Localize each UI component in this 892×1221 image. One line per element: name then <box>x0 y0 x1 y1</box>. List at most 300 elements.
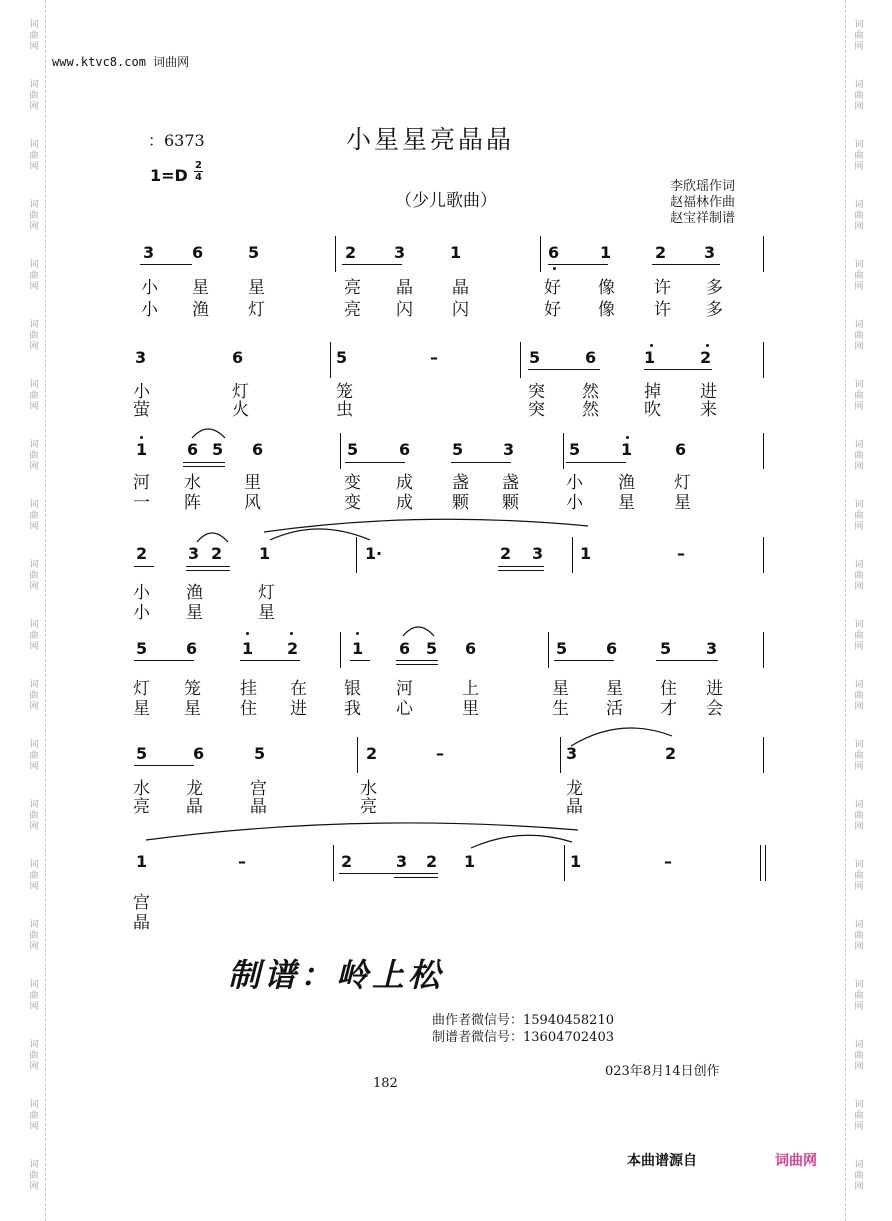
note: 6 <box>585 348 597 367</box>
watermark-char: 词 <box>29 440 39 450</box>
lyric-verse1: 上 <box>462 679 479 699</box>
note: 1 <box>365 544 377 563</box>
tie <box>571 728 672 746</box>
lyric-verse2: 才 <box>660 699 677 719</box>
lyric-verse1: 河 <box>133 473 150 493</box>
note: 6 <box>548 243 560 262</box>
note: 5 <box>136 744 148 763</box>
note: – <box>677 544 685 563</box>
lyric-verse1: 进 <box>700 382 717 402</box>
lyric-verse1: 变 <box>344 473 361 493</box>
watermark-char: 词 <box>854 1160 864 1170</box>
lyric-verse1: 进 <box>706 679 723 699</box>
watermark-char: 网 <box>29 1062 39 1072</box>
arranger-signature: 制谱：岭上松 <box>228 956 445 994</box>
note: 1 <box>136 852 148 871</box>
note: 1 <box>621 440 633 459</box>
watermark-char: 曲 <box>29 631 39 641</box>
lyric-verse2: 颗 <box>502 493 519 513</box>
tie <box>146 823 578 840</box>
note: 5 <box>569 440 581 459</box>
note: 2 <box>211 544 223 563</box>
note: 5 <box>136 639 148 658</box>
watermark-char: 网 <box>29 282 39 292</box>
note: 6 <box>187 440 199 459</box>
note: 3 <box>532 544 544 563</box>
time-top: 2 <box>195 160 202 171</box>
lyric-verse1: 灯 <box>232 382 249 402</box>
watermark-char: 曲 <box>854 271 864 281</box>
watermark-char: 网 <box>854 642 864 652</box>
slur <box>192 429 225 438</box>
watermark-char: 词 <box>29 80 39 90</box>
watermark-char: 词 <box>854 500 864 510</box>
watermark-char: 网 <box>29 582 39 592</box>
watermark-char: 词 <box>854 20 864 30</box>
watermark-char: 网 <box>29 402 39 412</box>
note: 5 <box>660 639 672 658</box>
note: 2 <box>655 243 667 262</box>
lyric-verse1: 盏 <box>502 473 519 493</box>
note: 2 <box>426 852 438 871</box>
lyric-verse2: 晶 <box>186 797 203 817</box>
slur <box>403 627 434 636</box>
note: 3 <box>706 639 718 658</box>
lyric-verse2: 许 <box>654 300 671 320</box>
watermark-char: 曲 <box>854 991 864 1001</box>
arranger: 赵宝祥制谱 <box>670 211 736 226</box>
watermark-char: 网 <box>854 342 864 352</box>
watermark-char: 曲 <box>854 811 864 821</box>
note: 6 <box>193 744 205 763</box>
note: 1 <box>259 544 271 563</box>
watermark-char: 词 <box>29 800 39 810</box>
tie <box>264 519 588 532</box>
lyric-verse1: 许 <box>654 278 671 298</box>
note: 2 <box>366 744 378 763</box>
watermark-char: 词 <box>29 680 39 690</box>
watermark-char: 网 <box>854 1002 864 1012</box>
site-name: 词曲网 <box>153 55 190 69</box>
lyric-verse1: 小 <box>566 473 583 493</box>
note: 5 <box>529 348 541 367</box>
watermark-char: 词 <box>854 920 864 930</box>
note: 3 <box>188 544 200 563</box>
watermark-char: 网 <box>29 642 39 652</box>
watermark-char: 曲 <box>854 1111 864 1121</box>
watermark-char: 词 <box>29 20 39 30</box>
lyric-verse2: 阵 <box>184 493 201 513</box>
watermark-char: 网 <box>29 162 39 172</box>
note: 6 <box>232 348 244 367</box>
lyric-verse2: 突 <box>528 400 545 420</box>
note: 6 <box>186 639 198 658</box>
lyric-verse2: 颗 <box>452 493 469 513</box>
watermark-char: 网 <box>854 1062 864 1072</box>
lyric-verse2: 风 <box>244 493 261 513</box>
watermark-char: 网 <box>29 882 39 892</box>
lyric-verse2: 成 <box>396 493 413 513</box>
watermark-char: 词 <box>854 980 864 990</box>
watermark-char: 词 <box>29 260 39 270</box>
watermark-char: 网 <box>29 42 39 52</box>
lyric-verse2: 像 <box>598 300 615 320</box>
watermark-char: 词 <box>854 620 864 630</box>
watermark-char: 曲 <box>29 391 39 401</box>
note: 3 <box>503 440 515 459</box>
watermark-char: 词 <box>854 80 864 90</box>
lyric-verse1: 小 <box>133 583 150 603</box>
lyric-verse1: 宫 <box>133 893 150 913</box>
lyric-verse1: 灯 <box>258 583 275 603</box>
watermark-char: 词 <box>29 560 39 570</box>
watermark-char: 网 <box>854 942 864 952</box>
note: 6 <box>399 440 411 459</box>
watermark-char: 词 <box>854 140 864 150</box>
watermark-char: 词 <box>854 260 864 270</box>
watermark-char: 词 <box>854 320 864 330</box>
note: 3 <box>135 348 147 367</box>
lyric-verse1: 然 <box>582 382 599 402</box>
watermark-char: 词 <box>29 740 39 750</box>
watermark-char: 曲 <box>854 391 864 401</box>
watermark-char: 网 <box>854 222 864 232</box>
tie <box>270 529 370 540</box>
watermark-char: 网 <box>854 762 864 772</box>
lyric-verse2: 活 <box>606 699 623 719</box>
watermark-char: 词 <box>854 1040 864 1050</box>
slur <box>197 533 228 542</box>
note: 3 <box>566 744 578 763</box>
watermark-char: 网 <box>29 222 39 232</box>
watermark-char: 网 <box>29 1122 39 1132</box>
watermark-char: 网 <box>854 882 864 892</box>
watermark-char: 网 <box>29 462 39 472</box>
note: 3 <box>394 243 406 262</box>
song-title: 小星星亮晶晶 <box>346 125 515 154</box>
watermark-char: 词 <box>29 1100 39 1110</box>
note: 2 <box>700 348 712 367</box>
watermark-char: 曲 <box>854 871 864 881</box>
note: 2 <box>345 243 357 262</box>
lyric-verse2: 亮 <box>344 300 361 320</box>
lyric-verse1: 亮 <box>344 278 361 298</box>
lyric-verse1: 小 <box>133 382 150 402</box>
lyric-verse1: 渔 <box>186 583 203 603</box>
lyric-verse1: 星 <box>192 278 209 298</box>
tie <box>471 835 572 848</box>
watermark-char: 曲 <box>29 691 39 701</box>
watermark-char: 词 <box>29 1160 39 1170</box>
lyric-verse1: 里 <box>244 473 261 493</box>
composer: 赵福林作曲 <box>670 195 736 210</box>
watermark-char: 词 <box>854 800 864 810</box>
watermark-char: 词 <box>854 440 864 450</box>
note: 5 <box>426 639 438 658</box>
lyric-verse1: 渔 <box>618 473 635 493</box>
lyric-verse2: 晶 <box>566 797 583 817</box>
watermark-char: 网 <box>29 1002 39 1012</box>
watermark-char: 网 <box>29 102 39 112</box>
arranger-wechat: 制谱者微信号：13604702403 <box>432 1030 614 1045</box>
lyric-verse1: 挂 <box>240 679 257 699</box>
page-number: 182 <box>373 1076 398 1091</box>
note: 1 <box>600 243 612 262</box>
watermark-char: 曲 <box>854 1171 864 1181</box>
watermark-char: 词 <box>29 980 39 990</box>
note: 3 <box>704 243 716 262</box>
watermark-char: 词 <box>29 620 39 630</box>
note: 6 <box>606 639 618 658</box>
note: 6 <box>252 440 264 459</box>
watermark-char: 曲 <box>29 871 39 881</box>
watermark-char: 曲 <box>854 151 864 161</box>
lyric-verse2: 好 <box>544 300 561 320</box>
watermark-char: 曲 <box>854 31 864 41</box>
lyric-verse1: 盏 <box>452 473 469 493</box>
note: 2 <box>341 852 353 871</box>
note: 5 <box>347 440 359 459</box>
watermark-char: 网 <box>29 342 39 352</box>
lyric-verse2: 虫 <box>336 400 353 420</box>
source-label: 本曲谱源自 <box>627 1153 697 1169</box>
lyric-verse2: 我 <box>344 699 361 719</box>
lyric-verse1: 晶 <box>452 278 469 298</box>
lyric-verse2: 会 <box>706 699 723 719</box>
lyric-verse2: 多 <box>706 300 723 320</box>
note: 5 <box>254 744 266 763</box>
watermark-char: 网 <box>854 102 864 112</box>
watermark-char: 词 <box>854 1100 864 1110</box>
watermark-char: 曲 <box>854 691 864 701</box>
lyric-verse1: 水 <box>360 779 377 799</box>
lyric-verse2: 星 <box>618 493 635 513</box>
key-signature: 1=D <box>150 166 188 185</box>
watermark-char: 网 <box>29 522 39 532</box>
lyric-verse2: 晶 <box>133 913 150 933</box>
note: 1 <box>242 639 254 658</box>
lyric-verse1: 星 <box>248 278 265 298</box>
lyric-verse1: 像 <box>598 278 615 298</box>
note: 1 <box>136 440 148 459</box>
lyric-verse2: 萤 <box>133 400 150 420</box>
note: 2 <box>500 544 512 563</box>
watermark-char: 曲 <box>29 1171 39 1181</box>
note: – <box>664 852 672 871</box>
lyric-verse2: 心 <box>396 699 413 719</box>
lyric-verse1: 龙 <box>186 779 203 799</box>
watermark-char: 网 <box>29 822 39 832</box>
lyricist: 李欣瑶作词 <box>670 179 736 194</box>
lyric-verse1: 宫 <box>250 779 267 799</box>
lyric-verse1: 笼 <box>336 382 353 402</box>
watermark-char: 曲 <box>854 1051 864 1061</box>
lyric-verse2: 小 <box>141 300 158 320</box>
watermark-char: 网 <box>854 1182 864 1192</box>
watermark-char: 词 <box>29 380 39 390</box>
lyric-verse2: 亮 <box>133 797 150 817</box>
note: 1 <box>464 852 476 871</box>
watermark-char: 网 <box>854 582 864 592</box>
watermark-char: 曲 <box>29 211 39 221</box>
watermark-char: 曲 <box>854 331 864 341</box>
note: 1 <box>352 639 364 658</box>
lyric-verse2: 星 <box>258 603 275 623</box>
watermark-char: 曲 <box>854 571 864 581</box>
watermark-char: 网 <box>854 822 864 832</box>
lyric-verse2: 星 <box>186 603 203 623</box>
composer-wechat: 曲作者微信号：15940458210 <box>432 1013 614 1028</box>
note: – <box>436 744 444 763</box>
lyric-verse2: 里 <box>462 699 479 719</box>
note: 1 <box>570 852 582 871</box>
watermark-char: 曲 <box>29 1051 39 1061</box>
lyric-verse1: 成 <box>396 473 413 493</box>
watermark-char: 曲 <box>854 91 864 101</box>
lyric-verse1: 晶 <box>396 278 413 298</box>
lyric-verse2: 晶 <box>250 797 267 817</box>
note: 6 <box>192 243 204 262</box>
lyric-verse1: 笼 <box>184 679 201 699</box>
note: 2 <box>287 639 299 658</box>
watermark-char: 曲 <box>29 811 39 821</box>
watermark-char: 词 <box>29 1040 39 1050</box>
watermark-char: 曲 <box>29 991 39 1001</box>
watermark-char: 网 <box>854 702 864 712</box>
watermark-char: 词 <box>854 740 864 750</box>
watermark-char: 曲 <box>29 271 39 281</box>
lyric-verse2: 变 <box>344 493 361 513</box>
lyric-verse1: 河 <box>396 679 413 699</box>
watermark-char: 网 <box>854 522 864 532</box>
watermark-char: 曲 <box>854 631 864 641</box>
lyric-verse2: 住 <box>240 699 257 719</box>
lyric-verse1: 在 <box>290 679 307 699</box>
note: 1 <box>644 348 656 367</box>
lyric-verse2: 星 <box>133 699 150 719</box>
lyric-verse2: 灯 <box>248 300 265 320</box>
lyric-verse2: 然 <box>582 400 599 420</box>
lyric-verse2: 进 <box>290 699 307 719</box>
watermark-char: 曲 <box>29 451 39 461</box>
lyric-verse2: 星 <box>674 493 691 513</box>
note: 1 <box>450 243 462 262</box>
watermark-char: 曲 <box>29 1111 39 1121</box>
note: – <box>238 852 246 871</box>
lyric-verse2: 一 <box>133 493 150 513</box>
watermark-char: 网 <box>854 462 864 472</box>
lyric-verse2: 亮 <box>360 797 377 817</box>
site-url[interactable]: www.ktvc8.com 词曲网 <box>52 55 190 69</box>
watermark-char: 曲 <box>29 331 39 341</box>
watermark-char: 网 <box>854 162 864 172</box>
lyric-verse1: 水 <box>133 779 150 799</box>
note: 5 <box>452 440 464 459</box>
watermark-char: 曲 <box>29 571 39 581</box>
lyric-verse2: 渔 <box>192 300 209 320</box>
note: 5 <box>556 639 568 658</box>
lyric-verse1: 星 <box>606 679 623 699</box>
watermark-char: 词 <box>854 680 864 690</box>
lyric-verse2: 吹 <box>644 400 661 420</box>
note: 2 <box>665 744 677 763</box>
lyric-verse1: 银 <box>344 679 361 699</box>
watermark-char: 曲 <box>29 931 39 941</box>
lyric-verse1: 掉 <box>644 382 661 402</box>
watermark-char: 词 <box>29 860 39 870</box>
watermark-char: 词 <box>854 860 864 870</box>
watermark-char: 曲 <box>854 511 864 521</box>
watermark-char: 曲 <box>29 751 39 761</box>
creation-date: 023年8月14日创作 <box>605 1064 720 1079</box>
lyric-verse1: 灯 <box>674 473 691 493</box>
watermark-char: 曲 <box>29 91 39 101</box>
watermark-char: 曲 <box>854 751 864 761</box>
lyric-verse2: 火 <box>232 400 249 420</box>
lyric-verse2: 闪 <box>452 300 469 320</box>
lyric-verse1: 多 <box>706 278 723 298</box>
watermark-char: 曲 <box>854 931 864 941</box>
watermark-char: 曲 <box>854 211 864 221</box>
watermark-char: 曲 <box>29 151 39 161</box>
watermark-char: 网 <box>854 402 864 412</box>
lyric-verse1: 小 <box>141 278 158 298</box>
note: 3 <box>143 243 155 262</box>
watermark-char: 网 <box>854 282 864 292</box>
watermark-char: 网 <box>29 702 39 712</box>
watermark-char: 词 <box>29 320 39 330</box>
lyric-verse1: 龙 <box>566 779 583 799</box>
watermark-char: 词 <box>29 920 39 930</box>
watermark-char: 词 <box>29 200 39 210</box>
note: 5 <box>248 243 260 262</box>
lyric-verse1: 好 <box>544 278 561 298</box>
watermark-char: 网 <box>854 1122 864 1132</box>
lyric-verse2: 来 <box>700 400 717 420</box>
lyric-verse1: 住 <box>660 679 677 699</box>
lyric-verse2: 小 <box>133 603 150 623</box>
note: 5 <box>336 348 348 367</box>
note: 1 <box>580 544 592 563</box>
note: 6 <box>465 639 477 658</box>
watermark-char: 词 <box>854 200 864 210</box>
watermark-char: 词 <box>29 140 39 150</box>
watermark-char: 曲 <box>29 511 39 521</box>
lyric-verse2: 闪 <box>396 300 413 320</box>
watermark-char: 词 <box>29 500 39 510</box>
watermark-char: 网 <box>29 762 39 772</box>
note: 6 <box>675 440 687 459</box>
watermark-char: 网 <box>29 1182 39 1192</box>
lyric-verse2: 星 <box>184 699 201 719</box>
note: 3 <box>396 852 408 871</box>
lyric-verse1: 水 <box>184 473 201 493</box>
source-site-link[interactable]: 词曲网 <box>775 1153 817 1169</box>
note: 6 <box>399 639 411 658</box>
lyric-verse2: 生 <box>552 699 569 719</box>
note: – <box>430 348 438 367</box>
song-number: ：6373 <box>148 131 205 150</box>
lyric-verse1: 星 <box>552 679 569 699</box>
watermark-char: 网 <box>29 942 39 952</box>
watermark-char: 网 <box>854 42 864 52</box>
subtitle: （少儿歌曲） <box>395 191 497 211</box>
time-bottom: 4 <box>195 172 202 183</box>
contacts <box>432 1012 614 1046</box>
note: 5 <box>212 440 224 459</box>
watermark-char: 曲 <box>854 451 864 461</box>
lyric-verse1: 灯 <box>133 679 150 699</box>
